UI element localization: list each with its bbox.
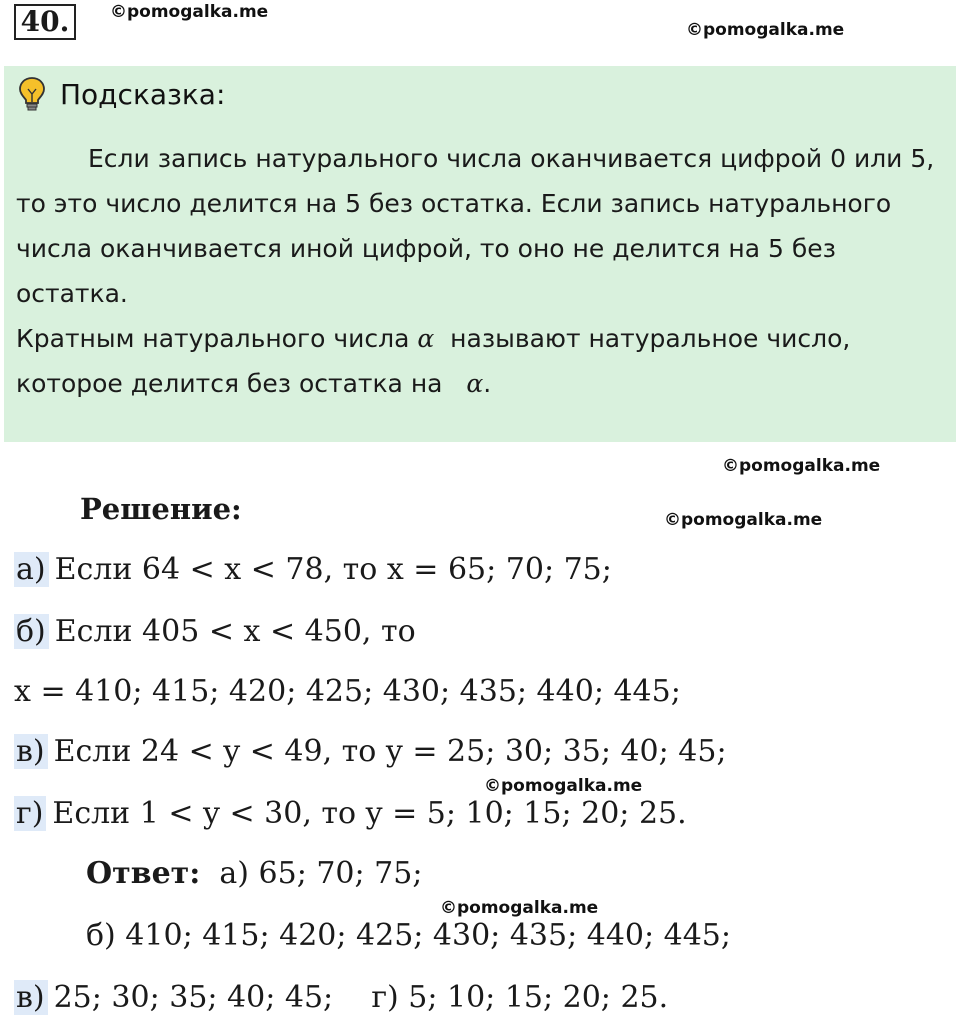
answer-line-b (86, 918, 731, 953)
lightbulb-icon (18, 76, 46, 112)
watermark: ©pomogalka.me (686, 20, 845, 40)
solution-line-b (14, 614, 416, 649)
answer-text: а) 65; 70; 75; (219, 856, 423, 891)
item-label: в) (14, 734, 48, 769)
watermark: ©pomogalka.me (722, 456, 881, 476)
watermark: ©pomogalka.me (110, 2, 269, 22)
watermark: ©pomogalka.me (440, 898, 599, 918)
item-label: б) (14, 614, 49, 649)
watermark: ©pomogalka.me (664, 510, 823, 530)
solution-text: x = 410; 415; 420; 425; 430; 435; 440; 445; (14, 674, 681, 709)
answer-text: г) 5; 10; 15; 20; 25. (371, 980, 669, 1015)
hint-header (18, 76, 225, 112)
alpha-symbol: α (466, 369, 484, 398)
solution-text: Если 1 < y < 30, то y = 5; 10; 15; 20; 25. (52, 796, 687, 831)
hint-text (16, 136, 946, 406)
solution-line-b-cont (14, 674, 681, 709)
item-label: а) (14, 552, 49, 587)
hint-period: . (483, 369, 492, 398)
item-label: в) (14, 980, 48, 1015)
hint-paragraph-multiple (16, 316, 946, 406)
problem-number: 40. (14, 4, 76, 40)
hint-paragraph: Если запись натурального числа оканчивается цифрой 0 или 5, то это число делится на 5 без остатка. Если запись натурального числа оканчивается иной цифрой, то оно не делится на 5 без остатка. (16, 144, 935, 308)
answer-text: 25; 30; 35; 40; 45; (53, 980, 334, 1015)
watermark: ©pomogalka.me (484, 776, 643, 796)
solution-title: Решение: (80, 492, 242, 526)
answer-title: Ответ: (86, 856, 201, 891)
item-label: г) (14, 796, 46, 831)
hint-title: Подсказка: (60, 77, 226, 111)
solution-line-c (14, 734, 727, 769)
alpha-symbol: α (417, 324, 435, 353)
answer-line-a (86, 856, 422, 891)
solution-line-d (14, 796, 687, 831)
answer-line-cd (14, 980, 668, 1015)
hint-text-part: называют натуральное число, которое делится без остатка на (16, 324, 851, 398)
solution-text: Если 24 < y < 49, то y = 25; 30; 35; 40; 45; (53, 734, 727, 769)
solution-line-a (14, 552, 612, 587)
solution-text: Если 405 < x < 450, то (54, 614, 416, 649)
answer-text: б) 410; 415; 420; 425; 430; 435; 440; 445; (86, 918, 731, 953)
solution-text: Если 64 < x < 78, то x = 65; 70; 75; (54, 552, 612, 587)
hint-text-part: Кратным натурального числа (16, 324, 410, 353)
